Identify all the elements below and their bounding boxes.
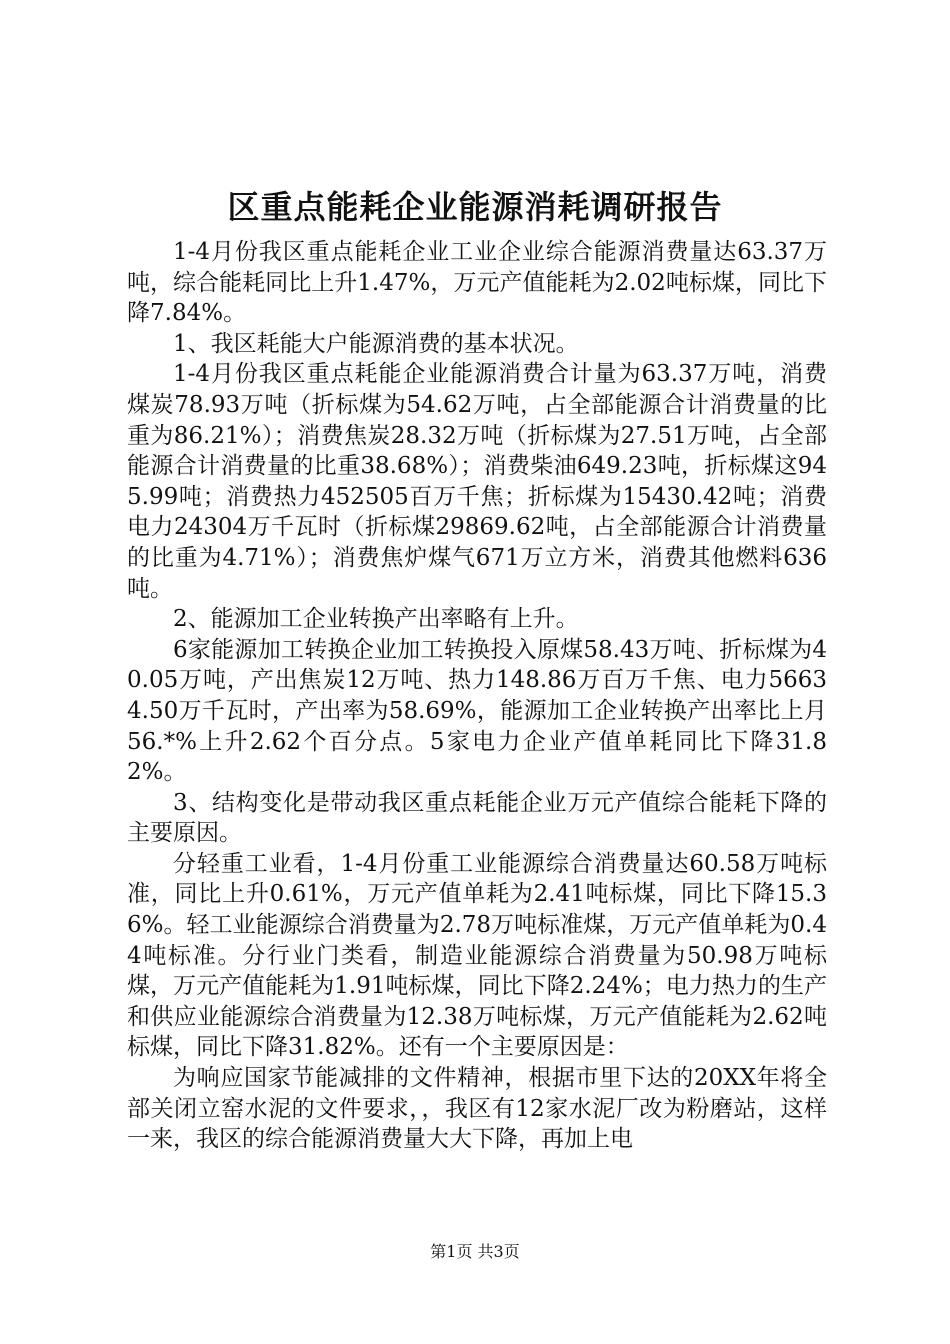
- paragraph-structure-details: 分轻重工业看，1-4月份重工业能源综合消费量达60.58万吨标准，同比上升0.61%，万元产值单耗为2.41吨标煤，同比下降15.36%。轻工业能源综合消费量为2.78万吨标准煤，万元产值单耗为0.44吨标准。分行业门类看，制造业能源综合消费量为50.98万吨标煤，万元产值能耗为1.91吨标煤，同比下降2.24%；电力热力的生产和供应业能源综合消费量为12.38万吨标煤，万元产值能耗为2.62吨标煤，同比下降31.82%。还有一个主要原因是：: [127, 850, 827, 1061]
- section-heading-3: 3、结构变化是带动我区重点耗能企业万元产值综合能耗下降的主要原因。: [127, 789, 827, 847]
- document-title: 区重点能耗企业能源消耗调研报告: [227, 188, 723, 226]
- paragraph-consumption-details: 1-4月份我区重点耗能企业能源消费合计量为63.37万吨，消费煤炭78.93万吨（折标煤为54.62万吨，占全部能源合计消费量的比重为86.21%）；消费焦炭28.32万吨（折标煤为27.51万吨，占全部能源合计消费量的比重38.68%）；消费柴油649.23吨，折标煤这945.99吨；消费热力452505百万千焦；折标煤为15430.42吨；消费电力24304万千瓦时（折标煤29869.62吨，占全部能源合计消费量的比重为4.71%）；消费焦炉煤气671万立方米，消费其他燃料636吨。: [127, 361, 827, 602]
- section-heading-2: 2、能源加工企业转换产出率略有上升。: [173, 606, 579, 633]
- section-heading-1: 1、我区耗能大户能源消费的基本状况。: [173, 330, 579, 357]
- paragraph-conversion-details: 6家能源加工转换企业加工转换投入原煤58.43万吨、折标煤为40.05万吨，产出焦炭12万吨、热力148.86万百万千焦、电力56634.50万千瓦时，产出率为58.69%，能源加工企业转换产出率比上月56.*%上升2.62个百分点。5家电力企业产值单耗同比下降31.82%。: [127, 636, 827, 786]
- page-number-footer: 第1页 共3页: [430, 1242, 520, 1261]
- document-body: [127, 237, 827, 1155]
- paragraph-cement-policy: 为响应国家节能减排的文件精神，根据市里下达的20XX年将全部关闭立窑水泥的文件要求，，我区有12家水泥厂改为粉磨站，这样一来，我区的综合能源消费量大大下降，再加上电: [127, 1065, 827, 1153]
- paragraph-summary: 1-4月份我区重点能耗企业工业企业综合能源消费量达63.37万吨，综合能耗同比上升1.47%，万元产值能耗为2.02吨标煤，同比下降7.84%。: [127, 239, 827, 327]
